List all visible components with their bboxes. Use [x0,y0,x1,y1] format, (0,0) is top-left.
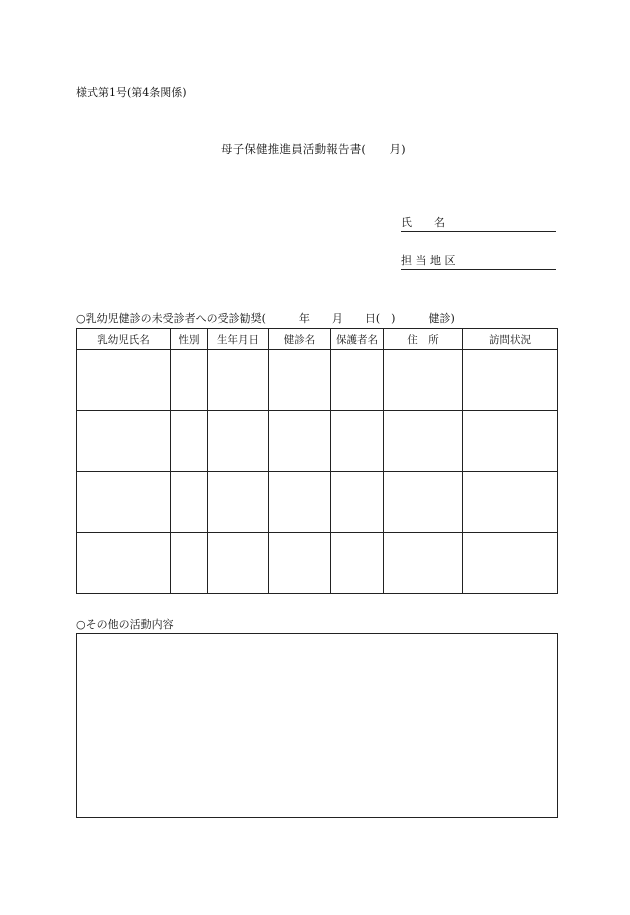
table-cell[interactable] [331,533,384,594]
assigned-area-label: 担 当 地 区 [401,254,456,267]
table-cell[interactable] [171,472,208,533]
column-header: 乳幼児氏名 [77,329,171,350]
table-cell[interactable] [77,472,171,533]
other-activities-box[interactable] [76,633,558,818]
checkup-section-heading: ○乳幼児健診の未受診者への受診勧奨( 年 月 日( ) 健診) [76,312,455,325]
column-header: 性別 [171,329,208,350]
table-cell[interactable] [463,533,558,594]
column-header: 健診名 [269,329,331,350]
table-cell[interactable] [77,533,171,594]
table-cell[interactable] [269,472,331,533]
table-cell[interactable] [208,350,269,411]
name-label: 氏 名 [401,216,445,229]
table-cell[interactable] [463,472,558,533]
table-cell[interactable] [384,411,463,472]
column-header: 保護者名 [331,329,384,350]
table-cell[interactable] [77,411,171,472]
table-cell[interactable] [331,472,384,533]
table-cell[interactable] [384,350,463,411]
table-cell[interactable] [171,350,208,411]
table-cell[interactable] [331,350,384,411]
table-row [77,533,558,594]
table-header-row [77,329,558,350]
table-cell[interactable] [77,350,171,411]
table-cell[interactable] [269,350,331,411]
table-cell[interactable] [384,533,463,594]
table-cell[interactable] [384,472,463,533]
table-cell[interactable] [171,411,208,472]
table-row [77,411,558,472]
column-header: 訪問状況 [463,329,558,350]
table-cell[interactable] [171,533,208,594]
table-cell[interactable] [269,533,331,594]
checkup-visit-table [76,328,558,594]
table-cell[interactable] [463,350,558,411]
table-row [77,472,558,533]
document-title: 母子保健推進員活動報告書( 月) [221,142,406,156]
table-cell[interactable] [331,411,384,472]
table-cell[interactable] [208,411,269,472]
form-number: 様式第1号(第4条関係) [76,86,187,99]
assigned-area-field[interactable] [401,253,556,270]
column-header: 住 所 [384,329,463,350]
name-field[interactable] [401,215,556,232]
table-row [77,350,558,411]
table-cell[interactable] [208,533,269,594]
table-cell[interactable] [269,411,331,472]
other-activities-heading: ○その他の活動内容 [76,618,174,631]
table-cell[interactable] [208,472,269,533]
column-header: 生年月日 [208,329,269,350]
table-cell[interactable] [463,411,558,472]
